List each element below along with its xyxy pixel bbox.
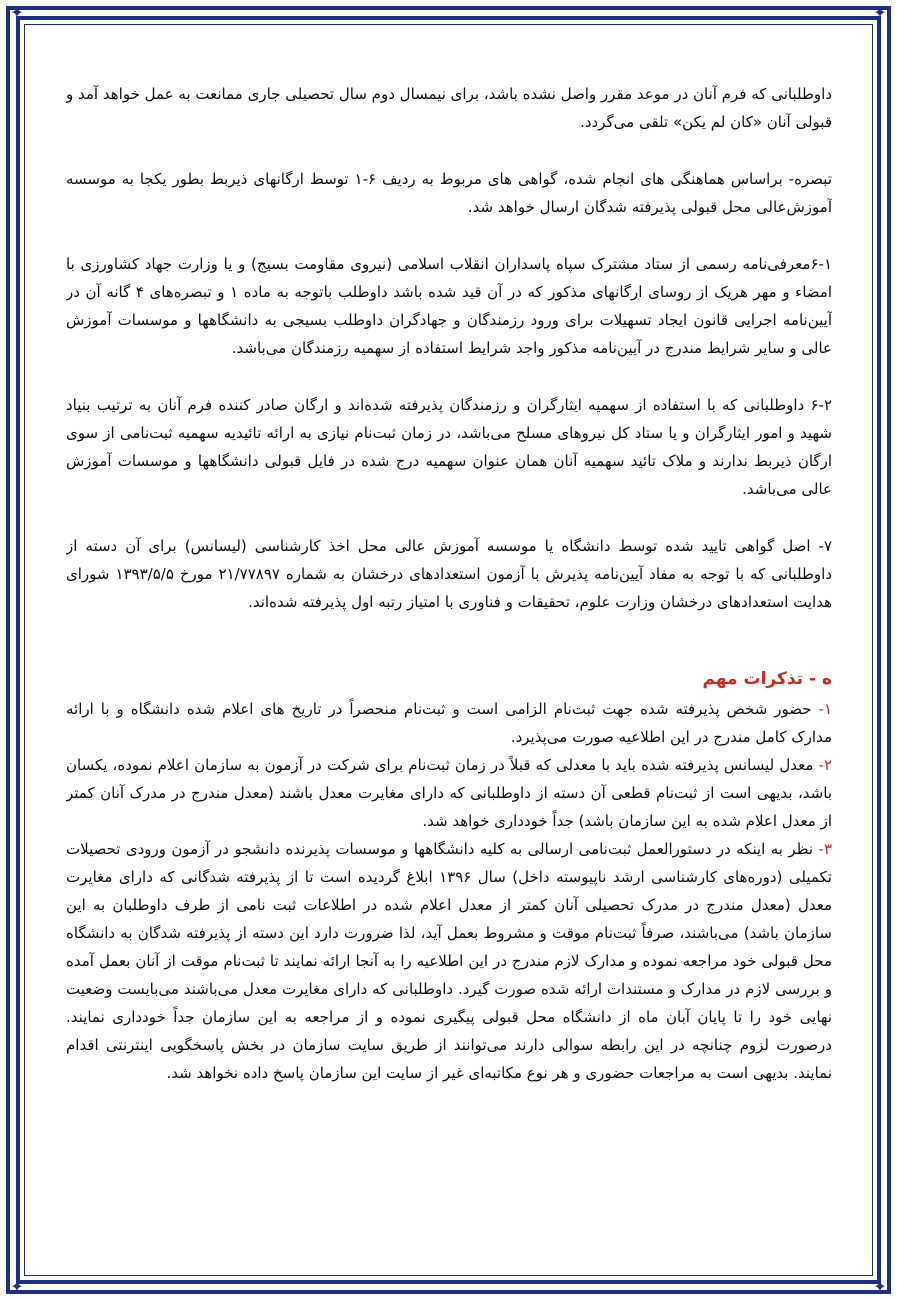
corner-ornament-icon: ✦ <box>10 3 24 22</box>
note-number: ۲- <box>818 756 832 774</box>
note-number: ۱- <box>818 700 832 718</box>
note-number: ۳- <box>818 840 832 858</box>
section-heading-important-notes: ه - تذکرات مهم <box>702 669 832 689</box>
corner-ornament-icon: ✦ <box>873 1277 887 1296</box>
note-text: معدل لیسانس پذیرفته شده باید با معدلی که قبلاً در زمان ثبت‌نام برای شرکت در آزمون به سازمان اعلام نموده، یکسان باشد، بدیهی است از ثبت‌نام قطعی آن دسته از داوطلبانی که دارای مغایرت معدل باشند (معدل مندرج در مدرک آنان کمتر از معدل اعلام شده به این سازمان باشد) جداً خودداری خواهد شد. <box>66 756 832 830</box>
paragraph-item-6-2: ۶-۲ داوطلبانی که با استفاده از سهمیه ایثارگران و رزمندگان پذیرفته شده‌اند و ارگان صادر کننده فرم آنان به ترتیب بنیاد شهید و امور ایثارگران و یا ستاد کل نیروهای مسلح می‌باشد، در زمان ثبت‌نام نیازی به ارائه تائیدیه سهمیه ثبت‌نامی از سوی ارگان ذیربط ندارند و ملاک تائید سهمیه آنان همان عنوان سهمیه درج شده در فایل قبولی دانشگاهها و موسسات آموزش عالی می‌باشد. <box>66 396 832 498</box>
paragraph-note-certificates: تبصره- براساس هماهنگی های انجام شده، گواهی های مربوط به ردیف ۶-۱ توسط ارگانهای ذیربط بطور یکجا به موسسه آموزش‌عالی محل قبولی پذیرفته شدگان ارسال خواهد شد. <box>66 170 832 216</box>
corner-ornament-icon: ✦ <box>10 1277 24 1296</box>
paragraph-item-7: ۷- اصل گواهی تایید شده توسط دانشگاه یا موسسه آموزش عالی محل اخذ کارشناسی (لیسانس) برای آن دسته از داوطلبانی که با توجه به مفاد آیین‌نامه پذیرش با آزمون استعدادهای درخشان به شماره ۲۱/۷۷۸۹۷ مورخ ۱۳۹۳/۵/۵ شورای هدایت استعدادهای درخشان وزارت علوم، تحقیقات و فناوری با امتیاز رتبه اول پذیرفته شده‌اند. <box>66 537 832 611</box>
document-body <box>66 80 832 1230</box>
corner-ornament-icon: ✦ <box>873 3 887 22</box>
paragraph-late-forms: داوطلبانی که فرم آنان در موعد مقرر واصل نشده باشد، برای نیمسال دوم سال تحصیلی جاری ممانعت به عمل خواهد آمد و قبولی آنان «کان لم یکن» تلقی می‌گردد. <box>66 85 832 131</box>
note-item-3 <box>66 835 832 1087</box>
note-text: حضور شخص پذیرفته شده جهت ثبت‌نام الزامی است و ثبت‌نام منحصراً در تاریخ های اعلام شده دانشگاه و با ارائه مدارک کامل مندرج در این اطلاعیه صورت می‌پذیرد. <box>66 700 832 746</box>
note-item-1 <box>66 695 832 751</box>
note-text: نظر به اینکه در دستورالعمل ثبت‌نامی ارسالی به کلیه دانشگاهها و موسسات پذیرنده دانشجو در آزمون ورودی تحصیلات تکمیلی (دوره‌های کارشناسی ارشد ناپیوسته داخل) سال ۱۳۹۶ ابلاغ گردیده است تا از پذیرفته شدگانی که دارای مغایرت معدل (معدل مندرج در مدرک تحصیلی آنان کمتر از معدل اعلام شده در اطلاعات ثبت نامی از طرف داوطلبان به این سازمان باشد) می‌باشند، صرفاً ثبت‌نام موقت و مشروط بعمل آید، لذا ضرورت دارد این دسته از پذیرفته شدگان به دانشگاه محل قبولی خود مراجعه نموده و مدارک لازم مندرج در این اطلاعیه را به آنجا ارائه نمایند تا ثبت‌نام موقت از آنان بعمل آمده و بررسی لازم در مدارک و مستندات ارائه شده صورت گیرد. داوطلبانی که دارای مغایرت معدل می‌باشند می‌بایست وضعیت نهایی خود را تا پایان آبان ماه از دانشگاه محل قبولی پیگیری نموده و از مراجعه به این سازمان جداً خودداری نمایند. درصورت لزوم چنانچه در این رابطه سوالی دارند می‌توانند از طریق سایت سازمان در بخش پاسخگویی اینترنتی اقدام نمایند. بدیهی است به مراجعات حضوری و هر نوع مکاتبه‌ای غیر از سایت این سازمان پاسخ داده نخواهد شد. <box>66 840 832 1082</box>
paragraph-item-6-1: ۶-۱معرفی‌نامه رسمی از ستاد مشترک سپاه پاسداران انقلاب اسلامی (نیروی مقاومت بسیج) و یا وزارت جهاد کشاورزی با امضاء و مهر هریک از روسای ارگانهای مذکور که در آن قید شده باشد داوطلب باتوجه به ماده ۱ و تبصره‌های ۴ گانه آن در آیین‌نامه اجرایی قانون ایجاد تسهیلات برای ورود رزمندگان و جهادگران داوطلب بسیجی به دانشگاهها و موسسات آموزش عالی و سایر شرایط مندرج در آیین‌نامه مذکور واجد شرایط استفاده از سهمیه رزمندگان می‌باشد. <box>66 255 832 357</box>
note-item-2 <box>66 751 832 835</box>
